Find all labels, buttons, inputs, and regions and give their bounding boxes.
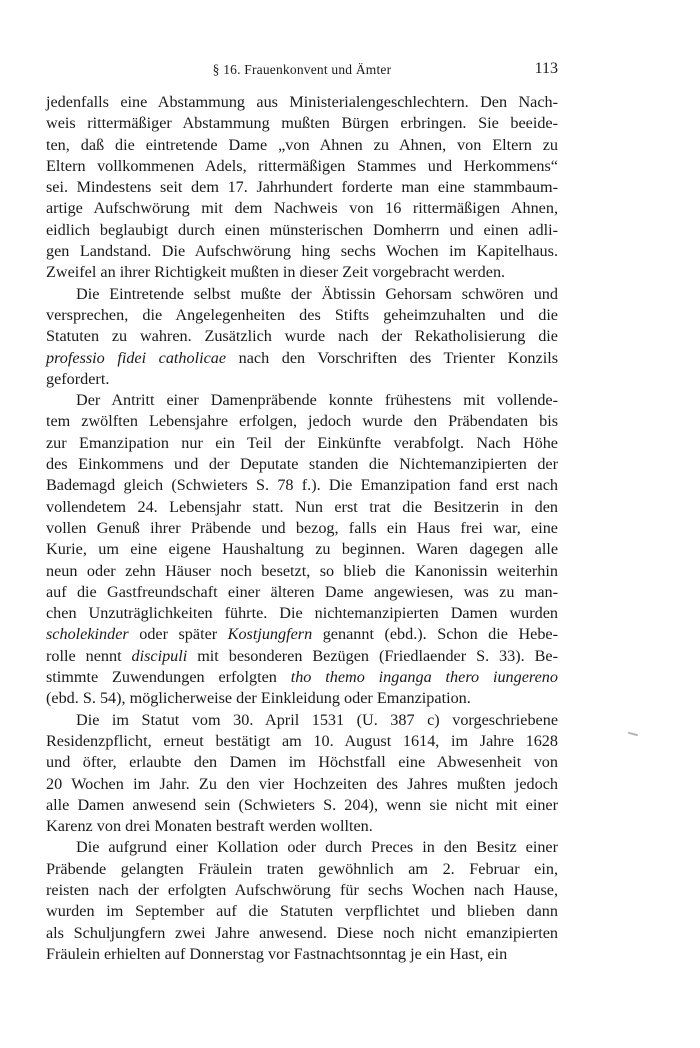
italic-term: scholekinder	[46, 625, 129, 644]
text-line: gefordert.	[46, 369, 110, 388]
text-line: ten, daß die eintretende Dame „von Ahnen zu Ahnen, von Eltern zu	[46, 135, 558, 154]
text-line: Bademagd gleich (Schwieters S. 78 f.). Die Emanzipation fand erst nach	[46, 476, 558, 495]
italic-term: professio fidei catholicae	[46, 348, 227, 367]
text-line: vollen Genuß ihrer Präbende und bezog, falls ein Haus frei war, eine	[46, 518, 558, 537]
text-line: professio fidei catholicae nach den Vorschriften des Trienter Konzils	[46, 348, 558, 367]
paragraph	[46, 284, 558, 390]
text-line: Karenz von drei Monaten bestraft werden wollten.	[46, 817, 373, 836]
text-line: sei. Mindestens seit dem 17. Jahrhundert forderte man eine stammbaum-	[46, 178, 558, 197]
text-line: auf die Gastfreundschaft einer älteren Dame angewiesen, was zu man-	[46, 582, 558, 601]
text-line: Der Antritt einer Damenpräbende konnte frühestens mit vollende-	[76, 391, 558, 410]
italic-term: discipuli	[131, 646, 188, 665]
body-text	[46, 92, 558, 965]
text-line: Statuten zu wahren. Zusätzlich wurde nach der Rekatholisierung die	[46, 327, 558, 346]
text-line: des Einkommens und der Deputate standen die Nichtemanzipierten der	[46, 455, 558, 474]
margin-mark	[628, 732, 638, 737]
text-line: reisten nach der erfolgten Aufschwörung für sechs Wochen nach Hause,	[46, 880, 558, 899]
text-line: und öfter, erlaubte den Damen im Höchstfall eine Abwesenheit von	[46, 753, 558, 772]
text-line: gen Landstand. Die Aufschwörung hing sechs Wochen im Kapitelhaus.	[46, 242, 558, 261]
text-line: neun oder zehn Häuser noch besetzt, so blieb die Kanonissin weiterhin	[46, 561, 558, 580]
text-line: zur Emanzipation nur ein Teil der Einkünfte verabfolgt. Nach Höhe	[46, 433, 558, 452]
text-line: versprechen, die Angelegenheiten des Stifts geheimzuhalten und die	[46, 305, 558, 324]
italic-term: Kostjungfern	[227, 625, 313, 644]
paragraph	[46, 710, 558, 838]
text-line: scholekinder oder später Kostjungfern genannt (ebd.). Schon die Hebe-	[46, 625, 559, 644]
paragraph	[46, 390, 558, 709]
text-line: 20 Wochen im Jahr. Zu den vier Hochzeiten des Jahres mußten jedoch	[46, 774, 558, 793]
text-line: Zweifel an ihrer Richtigkeit mußten in dieser Zeit vorgebracht werden.	[46, 263, 506, 282]
text-line: Die Eintretende selbst mußte der Äbtissin Gehorsam schwören und	[76, 284, 558, 303]
text-line: (ebd. S. 54), möglicherweise der Einkleidung oder Emanzipation.	[46, 689, 471, 708]
running-title: § 16. Frauenkonvent und Ämter	[212, 62, 392, 77]
text-line: artige Aufschwörung mit dem Nachweis von 16 rittermäßigen Ahnen,	[46, 199, 558, 218]
running-head	[46, 62, 558, 82]
text-line: Die aufgrund einer Kollation oder durch Preces in den Besitz einer	[76, 838, 558, 857]
text-line: Eltern vollkommenen Adels, rittermäßigen Stammes und Herkommens“	[46, 156, 558, 175]
page-number: 113	[534, 60, 558, 77]
text-line: Fräulein erhielten auf Donnerstag vor Fastnachtsonntag je ein Hast, ein	[46, 944, 508, 963]
text-line: Die im Statut vom 30. April 1531 (U. 387 c) vorgeschriebene	[76, 710, 558, 729]
italic-term: tho themo inganga thero iungereno	[290, 668, 558, 687]
text-line: vollendetem 24. Lebensjahr statt. Nun erst trat die Besitzerin in den	[46, 497, 558, 516]
text-line: wurden im September auf die Statuten verpflichtet und blieben dann	[46, 902, 558, 921]
text-line: stimmte Zuwendungen erfolgten tho themo inganga thero iungereno	[46, 668, 558, 687]
text-line: tem zwölften Lebensjahre erfolgen, jedoch wurde den Präbendaten bis	[46, 412, 558, 431]
text-line: Präbende gelangten Fräulein traten gewöhnlich am 2. Februar ein,	[46, 859, 558, 878]
text-line: alle Damen anwesend sein (Schwieters S. 204), wenn sie nicht mit einer	[46, 795, 558, 814]
text-line: als Schuljungfern zwei Jahre anwesend. Diese noch nicht emanzipierten	[46, 923, 558, 942]
text-line: chen Unzuträglichkeiten führte. Die nichtemanzipierten Damen wurden	[46, 604, 558, 623]
text-line: Kurie, um eine eigene Haushaltung zu beginnen. Waren dagegen alle	[46, 540, 558, 559]
text-line: eidlich beglaubigt durch einen münsterischen Domherrn und einen adli-	[46, 220, 558, 239]
text-line: weis rittermäßiger Abstammung mußten Bürgen erbringen. Sie beeide-	[46, 114, 558, 133]
text-line: jedenfalls eine Abstammung aus Ministerialengeschlechtern. Den Nach-	[46, 93, 558, 111]
paragraph	[46, 837, 558, 965]
text-line: rolle nennt discipuli mit besonderen Bezügen (Friedlaender S. 33). Be-	[46, 646, 558, 665]
text-line: Residenzpflicht, erneut bestätigt am 10. August 1614, im Jahre 1628	[46, 731, 558, 750]
paragraph	[46, 92, 558, 284]
